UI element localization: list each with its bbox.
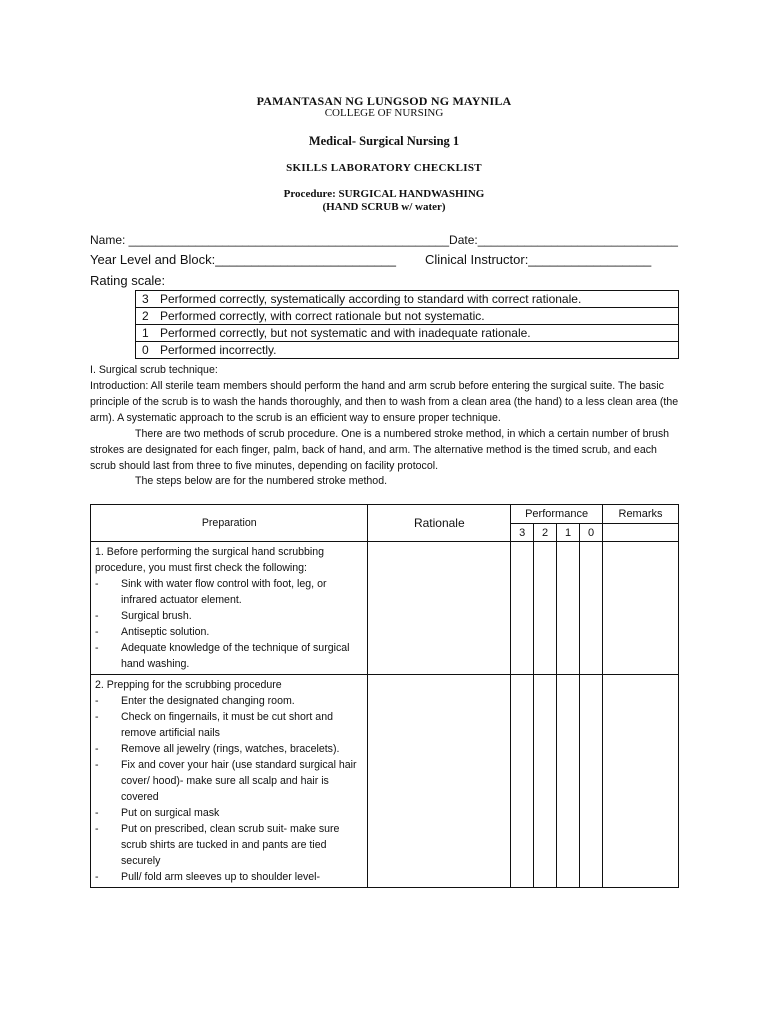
score-cell-1[interactable] xyxy=(557,542,580,675)
section-heading: I. Surgical scrub technique: xyxy=(90,364,218,376)
steps-note: The steps below are for the numbered stroke method. xyxy=(135,475,388,487)
checklist-title: SKILLS LABORATORY CHECKLIST xyxy=(286,162,482,174)
rationale-cell[interactable] xyxy=(368,675,511,888)
intro-paragraph: Introduction: All sterile team members should perform the hand and arm scrub before entering the surgical suite. The basic principle of the scrub is to wash the hands thoroughly, and then to wash from a clean area (the hand) to a less clean area (the arm). A systematic approach to the scrub is an efficient way to ensure proper technique. xyxy=(90,380,679,424)
list-item: - Remove all jewelry (rings, watches, bracelets). xyxy=(95,743,340,755)
rating-text: Performed correctly, systematically according to standard with correct rationale. xyxy=(160,292,582,306)
list-item: - Enter the designated changing room. xyxy=(95,695,295,707)
remarks-subheader-cell xyxy=(603,524,679,542)
checklist-table xyxy=(90,504,679,888)
college-name: COLLEGE OF NURSING xyxy=(324,107,444,119)
rating-text: Performed correctly, with correct rationale but not systematic. xyxy=(160,309,485,323)
score-header-1: 1 xyxy=(557,524,580,542)
rating-row xyxy=(136,308,679,325)
remarks-header: Remarks xyxy=(603,505,679,524)
score-cell-3[interactable] xyxy=(511,542,534,675)
rating-scale-label: Rating scale: xyxy=(90,273,166,288)
list-item: - Sink with water flow control with foot, leg, or infrared actuator element. xyxy=(95,578,327,606)
step-title: 1. Before performing the surgical hand scrubbing procedure, you must first check the following: xyxy=(95,546,325,574)
procedure-subtitle: (HAND SCRUB w/ water) xyxy=(322,201,446,213)
rating-row xyxy=(136,291,679,308)
score-cell-2[interactable] xyxy=(534,675,557,888)
performance-header: Performance xyxy=(511,505,603,524)
methods-paragraph: There are two methods of scrub procedure. One is a numbered stroke method, in which a certain number of brush strokes are designated for each finger, palm, back of hand, and arm. The alternative method is the timed scrub, and each scrub should last from three to five minutes, depending on facility protocol. xyxy=(90,428,670,472)
rating-scale-table xyxy=(135,290,679,359)
score-cell-3[interactable] xyxy=(511,675,534,888)
rating-row xyxy=(136,342,679,359)
score-cell-0[interactable] xyxy=(580,542,603,675)
list-item: - Put on surgical mask xyxy=(95,807,220,819)
rating-text: Performed correctly, but not systematic and with inadequate rationale. xyxy=(160,326,531,340)
university-name: PAMANTASAN NG LUNGSOD NG MAYNILA xyxy=(256,94,512,108)
list-item: - Pull/ fold arm sleeves up to shoulder level- xyxy=(95,871,321,883)
rationale-cell[interactable] xyxy=(368,542,511,675)
list-item: - Put on prescribed, clean scrub suit- make sure scrub shirts are tucked in and pants are tied securely xyxy=(95,823,340,867)
course-title: Medical- Surgical Nursing 1 xyxy=(308,134,460,148)
rating-row xyxy=(136,325,679,342)
list-item: - Surgical brush. xyxy=(95,610,192,622)
score-header-0: 0 xyxy=(580,524,603,542)
rating-score: 1 xyxy=(142,326,149,340)
list-item: - Fix and cover your hair (use standard surgical hair cover/ hood)- make sure all scalp and hair is covered xyxy=(95,759,357,803)
rating-score: 2 xyxy=(142,309,149,323)
rating-score: 0 xyxy=(142,343,149,357)
preparation-cell xyxy=(91,675,368,888)
clinical-instructor-field: Clinical Instructor:_________________ xyxy=(425,252,652,267)
score-header-3: 3 xyxy=(511,524,534,542)
preparation-header: Preparation xyxy=(91,505,368,542)
list-item: - Adequate knowledge of the technique of surgical hand washing. xyxy=(95,642,350,670)
procedure-title: Procedure: SURGICAL HANDWASHING xyxy=(283,188,485,200)
rationale-header: Rationale xyxy=(368,505,511,542)
table-row xyxy=(91,675,679,888)
list-item: - Antiseptic solution. xyxy=(95,626,210,638)
remarks-cell[interactable] xyxy=(603,542,679,675)
year-level-field: Year Level and Block:_________________________ xyxy=(90,252,397,267)
name-date-field: Name: ________________________________________________Date:______________________________ xyxy=(90,233,678,247)
remarks-cell[interactable] xyxy=(603,675,679,888)
rating-score: 3 xyxy=(142,292,149,306)
table-row xyxy=(91,542,679,675)
score-header-2: 2 xyxy=(534,524,557,542)
score-cell-2[interactable] xyxy=(534,542,557,675)
score-cell-1[interactable] xyxy=(557,675,580,888)
list-item: - Check on fingernails, it must be cut short and remove artificial nails xyxy=(95,711,333,739)
step-title: 2. Prepping for the scrubbing procedure xyxy=(95,679,282,691)
score-cell-0[interactable] xyxy=(580,675,603,888)
preparation-cell xyxy=(91,542,368,675)
rating-text: Performed incorrectly. xyxy=(160,343,277,357)
